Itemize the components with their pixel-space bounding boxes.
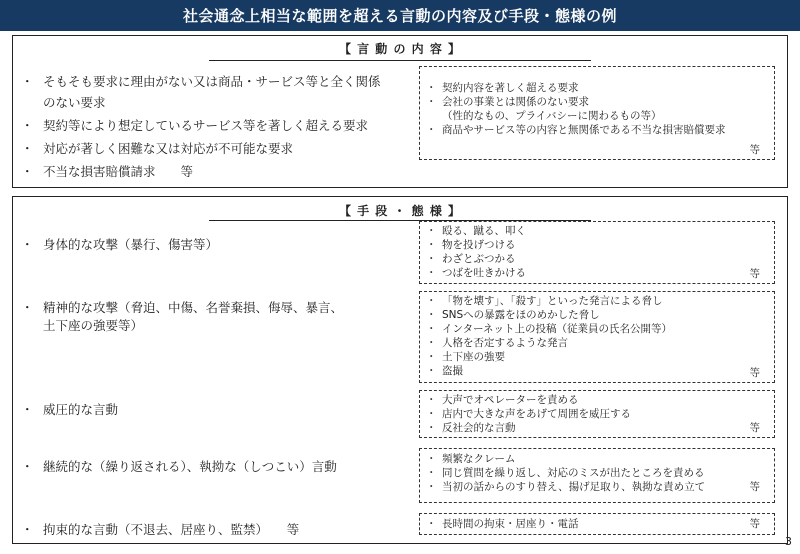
list-item: ・ 長時間の拘束・居座り・電話 [426,518,579,530]
list-item: ・ インターネット上の投稿（従業員の氏名公開等） [426,323,673,335]
row-label: 身体的な攻撃（暴行、傷害等） [43,237,219,252]
list-item: のない要求 [43,95,106,110]
list-item: ・ 契約内容を著しく超える要求 [426,82,579,94]
bullet: ・ [21,237,34,252]
section-means-heading: 【 手 段 ・ 態 様 】 [338,204,462,218]
section-content-panel [12,35,788,188]
list-item: ・ 契約等により想定しているサービス等を著しく超える要求 [21,118,369,133]
list-item: ・ 大声でオペレーターを責める [426,394,579,406]
bullet: ・ [21,300,34,315]
row-label: 威圧的な言動 [43,402,119,417]
list-item: ・ 盗撮 [426,365,463,377]
content-examples-box [419,66,775,160]
persistent-examples-box [419,448,775,503]
means-row-restraining [21,520,299,538]
list-item: ・ 会社の事業とは関係のない要求 [426,96,589,108]
bullet: ・ [21,402,34,417]
row-label-cont: 土下座の強要等） [43,318,144,333]
bullet: ・ [21,522,34,537]
list-item: ・ 「物を壊す」、「殺す」といった発言による脅し [426,295,663,307]
sub-note: （性的なもの、プライバシーに関わるもの等） [442,110,662,122]
restraining-examples-box [419,513,775,535]
bullet: ・ [21,118,34,133]
slide-title: 社会通念上相当な範囲を超える言動の内容及び手段・態様の例 [0,0,800,31]
etc-label: 等 [749,268,760,280]
means-row-physical [21,235,218,253]
bullet: ・ [21,459,34,474]
list-item: ・ つばを吐きかける [426,267,526,279]
bullet: ・ [21,164,34,179]
list-item: ・ 土下座の強要 [426,351,505,363]
list-item: ・ 反社会的な言動 [426,422,516,434]
list-item: ・ 物を投げつける [426,239,516,251]
etc-label: 等 [749,367,760,379]
intimidating-examples-box [419,390,775,438]
heading-underline [209,60,591,61]
list-item: ・ そもそも要求に理由がない又は商品・サービス等と全く関係 [21,74,381,89]
mental-examples-box [419,291,775,383]
row-label: 精神的な攻撃（脅迫、中傷、名誉棄損、侮辱、暴言、 [43,300,344,315]
means-row-mental [21,298,343,334]
etc-label: 等 [749,422,760,434]
list-item: ・ 商品やサービス等の内容と無関係である不当な損害賠償要求 [426,124,726,136]
row-label: 継続的な（繰り返される）、執拗な（しつこい）言動 [43,459,337,474]
section-content-heading: 【 言 動 の 内 容 】 [338,42,462,56]
etc-label: 等 [749,518,760,530]
list-item: ・ 不当な損害賠償請求 等 [21,164,194,179]
list-item: ・ 頻繁なクレーム [426,453,516,465]
list-item: ・ 同じ質問を繰り返し、対応のミスが出たところを責める [426,467,705,479]
etc-label: 等 [749,144,760,156]
list-item: ・ 対応が著しく困難な又は対応が不可能な要求 [21,141,294,156]
page-number: 3 [785,535,792,548]
list-item: ・ SNSへの暴露をほのめかした脅し [426,309,600,321]
section-means-panel [12,196,788,544]
bullet: ・ [21,74,34,89]
list-item: ・ 人格を否定するような発言 [426,337,568,349]
physical-examples-box [419,221,775,284]
means-row-intimidating [21,400,118,418]
means-row-persistent [21,457,337,475]
list-item: ・ 店内で大きな声をあげて周囲を威圧する [426,408,631,420]
row-label: 拘束的な言動（不退去、居座り、監禁） 等 [43,522,300,537]
bullet: ・ [21,141,34,156]
list-item: ・ 当初の話からのすり替え、揚げ足取り、執拗な責め立て [426,481,706,493]
list-item: ・ わざとぶつかる [426,253,516,265]
etc-label: 等 [749,481,760,493]
list-item: ・ 殴る、蹴る、叩く [426,225,526,237]
